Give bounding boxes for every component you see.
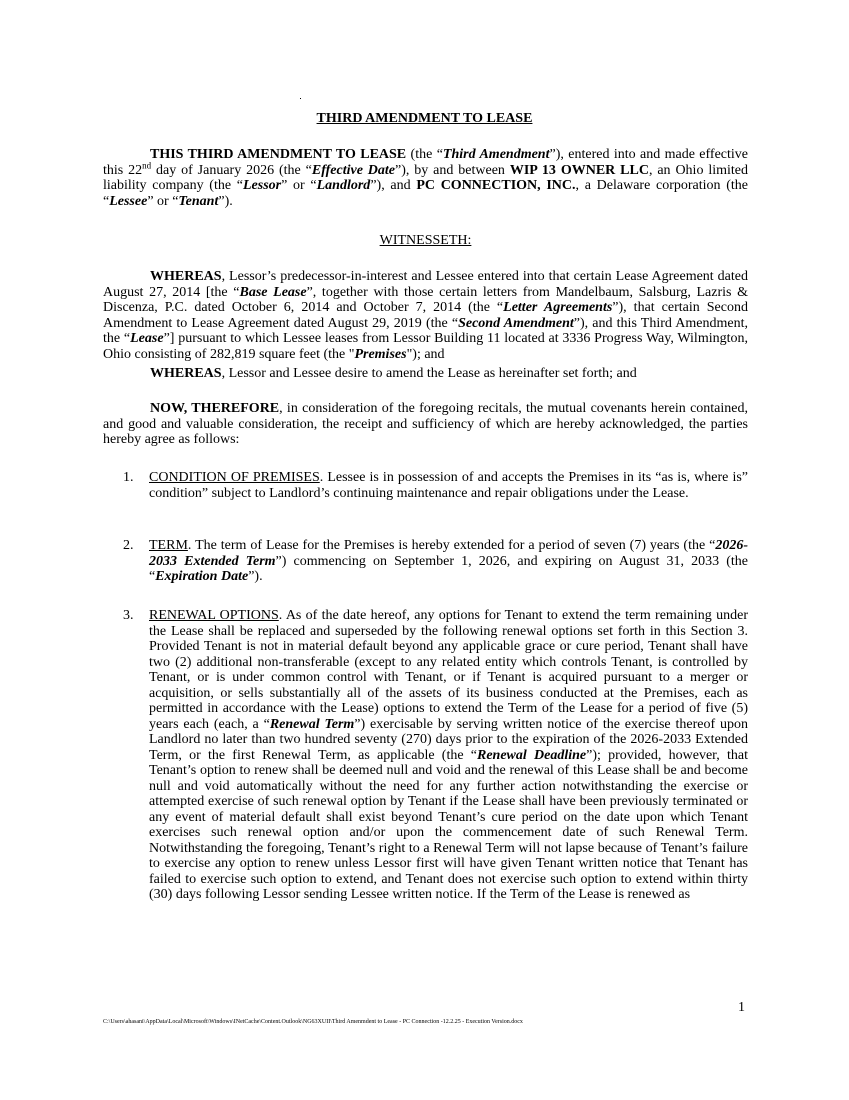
preamble-lead: THIS THIRD AMENDMENT TO LEASE [150,147,407,162]
page-number: 1 [738,1000,745,1015]
section-number: 2. [123,538,134,553]
recital-whereas-1: WHEREAS, Lessor’s predecessor-in-interest and Lessee entered into that certain Lease Agreement dated August 27, 2014 [the “Base Lease”, together with those certain letters from Mandelbaum, Salsburg, Lazris & Discenza, P.C. dated October 6, 2014 and October 7, 2014 (the “Letter Agreements”), that certain Second Amendment to Lease Agreement dated August 29, 2019 (the “Second Amendment”), and this Third Amendment, the “Lease”] pursuant to which Lessee leases from Lessor Building 11 located at 3336 Progress Way, Wilmington, Ohio consisting of 282,819 square feet (the "Premises"); and [103,269,748,362]
party-landlord-name: WIP 13 OWNER LLC [509,162,649,178]
recital-whereas-2: WHEREAS, Lessor and Lessee desire to amend the Lease as hereinafter set forth; and [150,366,637,381]
document-title: THIRD AMENDMENT TO LEASE [316,111,533,126]
witnesseth-heading: WITNESSETH: [379,233,472,248]
stray-mark [300,98,301,99]
recital-now-therefore: NOW, THEREFORE, in consideration of the foregoing recitals, the mutual covenants herein contained, and good and valuable consideration, the receipt and sufficiency of which are hereby acknowledged, the parties hereby agree as follows: [103,401,748,447]
section-number: 1. [123,470,134,485]
defined-term-tenant: Tenant [178,193,219,209]
section-3: 3. RENEWAL OPTIONS. As of the date hereof, any options for Tenant to extend the term remaining under the Lease shall be replaced and superseded by the following renewal options set forth in this Section 3. Provided Tenant is not in material default beyond any applicable grace or cure period, Tenant shall have two (2) additional non-transferable (except to any related entity which controls Tenant, is controlled by Tenant, or is under common control with Tenant, or if Tenant is acquired pursuant to a merger or acquisition, or sells substantially all of the assets of its business conducted at the Premises, each as permitted in accordance with the Lease) options to extend the Term of the Lease for a period of five (5) years each (each, a “Renewal Term”) exercisable by serving written notice of the exercise thereof upon Landlord no later than two hundred seventy (270) days prior to the expiration of the 2026-2033 Extended Term, or the first Renewal Term, as applicable (the “Renewal Deadline”); provided, however, that Tenant’s option to renew shall be deemed null and void and the renewal of this Lease shall be and become null and void automatically without the need for any further action notwithstanding the exercise or attempted exercise of such renewal option by Tenant if the Lease shall have been previously terminated or any event of material default shall exist beyond Tenant’s cure period on the date upon which Tenant exercises such renewal option and/or upon the commencement date of such Renewal Term. Notwithstanding the foregoing, Tenant’s right to a Renewal Term will not lapse because of Tenant’s failure to exercise any option to renew unless Lessor first will have given Tenant written notice that Tenant has failed to exercise such option to extend, and Tenant does not exercise such option to extend within thirty (30) days following Lessor sending Lessee written notice. If the Term of the Lease is renewed as [123,608,748,902]
section-heading: RENEWAL OPTIONS [149,608,279,623]
party-tenant-name: PC CONNECTION, INC. [416,178,576,193]
defined-term-lessee: Lessee [109,193,148,209]
file-path-footer: C:\Users\ahasani\AppData\Local\Microsoft\Windows\INetCache\Content.Outlook\NG63XUII\Third Amenmdent to Lease - PC Connection -12.2.25 - Execution Version.docx [103,1019,523,1025]
section-heading: TERM [149,538,188,553]
section-number: 3. [123,608,134,623]
defined-term-effective-date: Effective Date [311,162,396,178]
section-1: 1. CONDITION OF PREMISES. Lessee is in possession of and accepts the Premises in its “as is, where is” condition” subject to Landlord’s continuing maintenance and repair obligations under the Lease. [123,470,748,501]
preamble-paragraph: THIS THIRD AMENDMENT TO LEASE (the “Third Amendment”), entered into and made effective this 22nd day of January 2026 (the “Effective Date”), by and between WIP 13 OWNER LLC, an Ohio limited liability company (the “Lessor” or “Landlord”), and PC CONNECTION, INC., a Delaware corporation (the “Lessee” or “Tenant”). [103,147,749,209]
defined-term-landlord: Landlord [316,178,371,193]
defined-term-third-amendment: Third Amendment [442,147,550,162]
section-2: 2. TERM. The term of Lease for the Premises is hereby extended for a period of seven (7) years (the “2026-2033 Extended Term”) commencing on September 1, 2026, and expiring on August 31, 2033 (the “Expiration Date”). [123,538,748,584]
defined-term-lessor: Lessor [242,178,282,193]
section-heading: CONDITION OF PREMISES [149,470,320,485]
